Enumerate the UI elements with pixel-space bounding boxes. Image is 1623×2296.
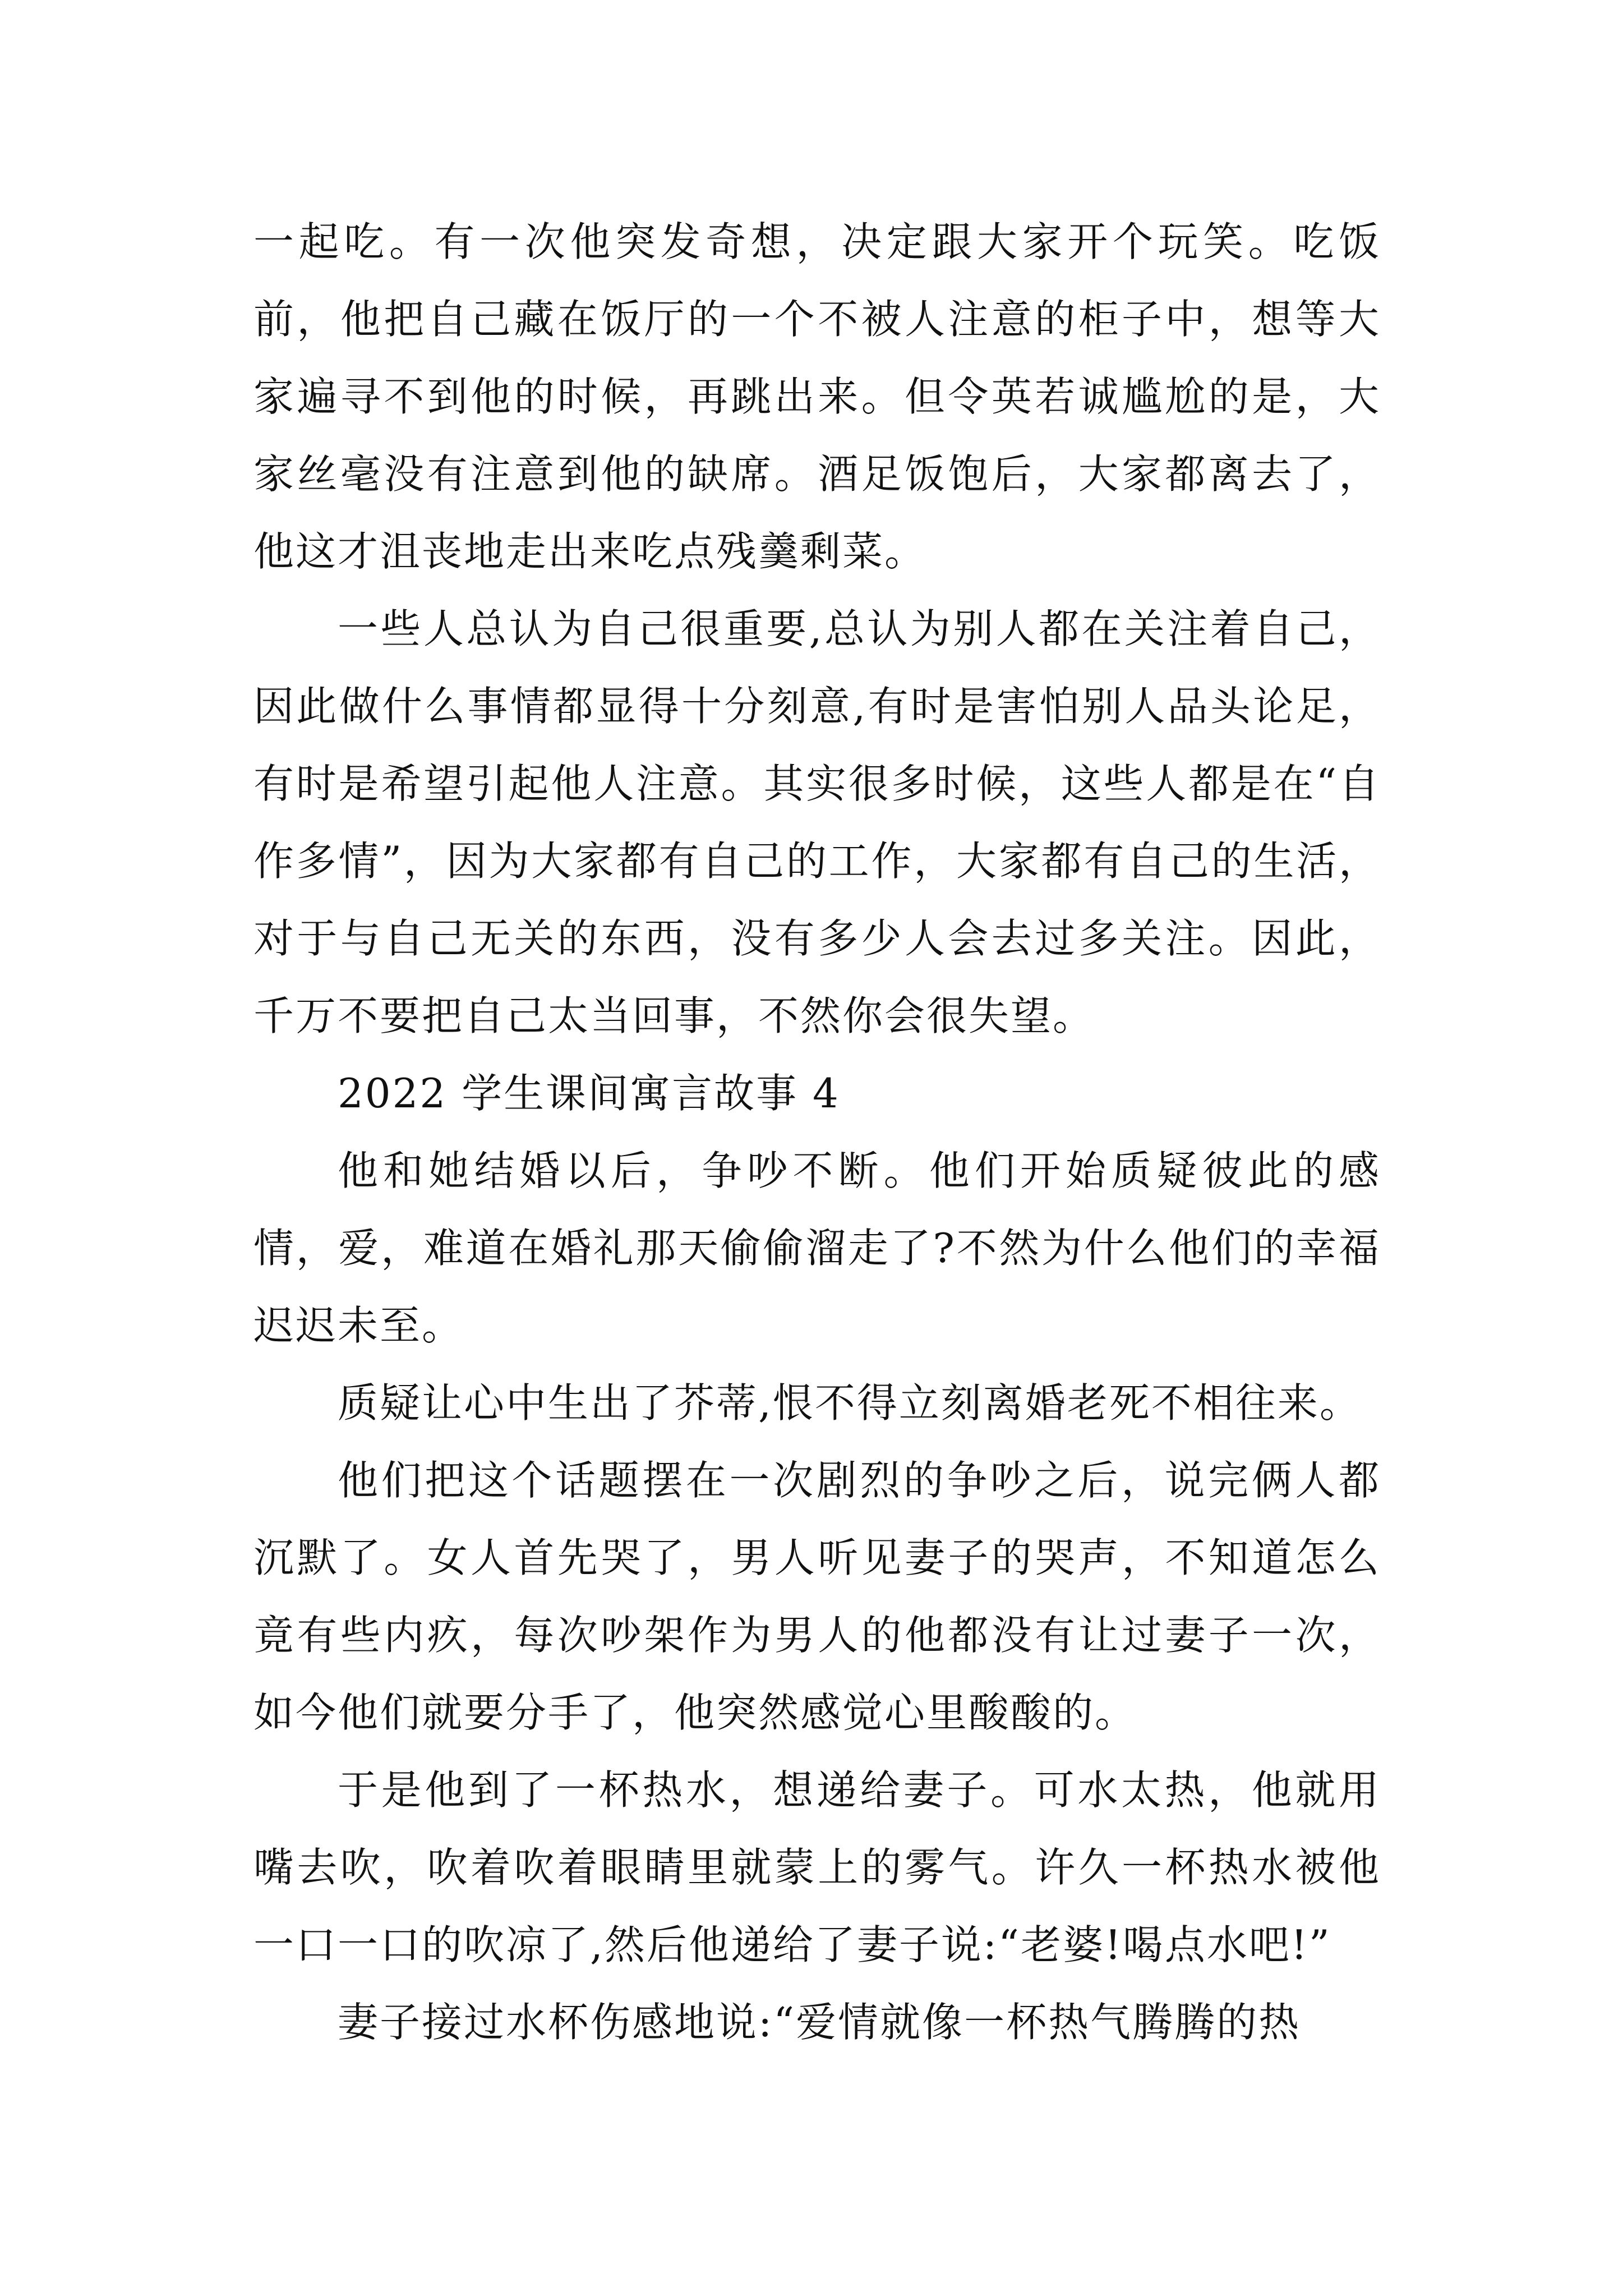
paragraph-marriage-intro: 他和她结婚以后，争吵不断。他们开始质疑彼此的感情，爱，难道在婚礼那天偷偷溜走了?不然为什么他们的幸福迟迟未至。 (253, 1147, 1381, 1349)
section-heading: 2022 学生课间寓言故事 4 (338, 1070, 840, 1117)
paragraph-hot-water: 于是他到了一杯热水，想递给妻子。可水太热，他就用嘴去吹，吹着吹着眼睛里就蒙上的雾气。许久一杯热水被他一口一口的吹凉了,然后他递给了妻子说:“老婆!喝点水吧!” (253, 1766, 1381, 1968)
paragraph-wife-reply: 妻子接过水杯伤感地说:“爱情就像一杯热气腾腾的热 (338, 1999, 1301, 2046)
paragraph-doubt: 质疑让心中生出了芥蒂,恨不得立刻离婚老死不相往来。 (338, 1379, 1362, 1427)
paragraph-story-ending: 一起吃。有一次他突发奇想，决定跟大家开个玩笑。吃饭前，他把自己藏在饭厅的一个不被人注意的柜子中，想等大家遍寻不到他的时候，再跳出来。但令英若诚尴尬的是，大家丝毫没有注意到他的缺席。酒足饭饱后，大家都离去了，他这才沮丧地走出来吃点残羹剩菜。 (253, 218, 1381, 575)
paragraph-argument: 他们把这个话题摆在一次剧烈的争吵之后，说完俩人都沉默了。女人首先哭了，男人听见妻子的哭声，不知道怎么竟有些内疚，每次吵架作为男人的他都没有让过妻子一次，如今他们就要分手了，他突然感觉心里酸酸的。 (253, 1457, 1381, 1736)
paragraph-moral: 一些人总认为自己很重要,总认为别人都在关注着自己，因此做什么事情都显得十分刻意,有时是害怕别人品头论足，有时是希望引起他人注意。其实很多时候，这些人都是在“自作多情”，因为大家都有自己的工作，大家都有自己的生活，对于与自己无关的东西，没有多少人会去过多关注。因此，千万不要把自己太当回事，不然你会很失望。 (253, 605, 1381, 1039)
document-body (253, 203, 1381, 2061)
